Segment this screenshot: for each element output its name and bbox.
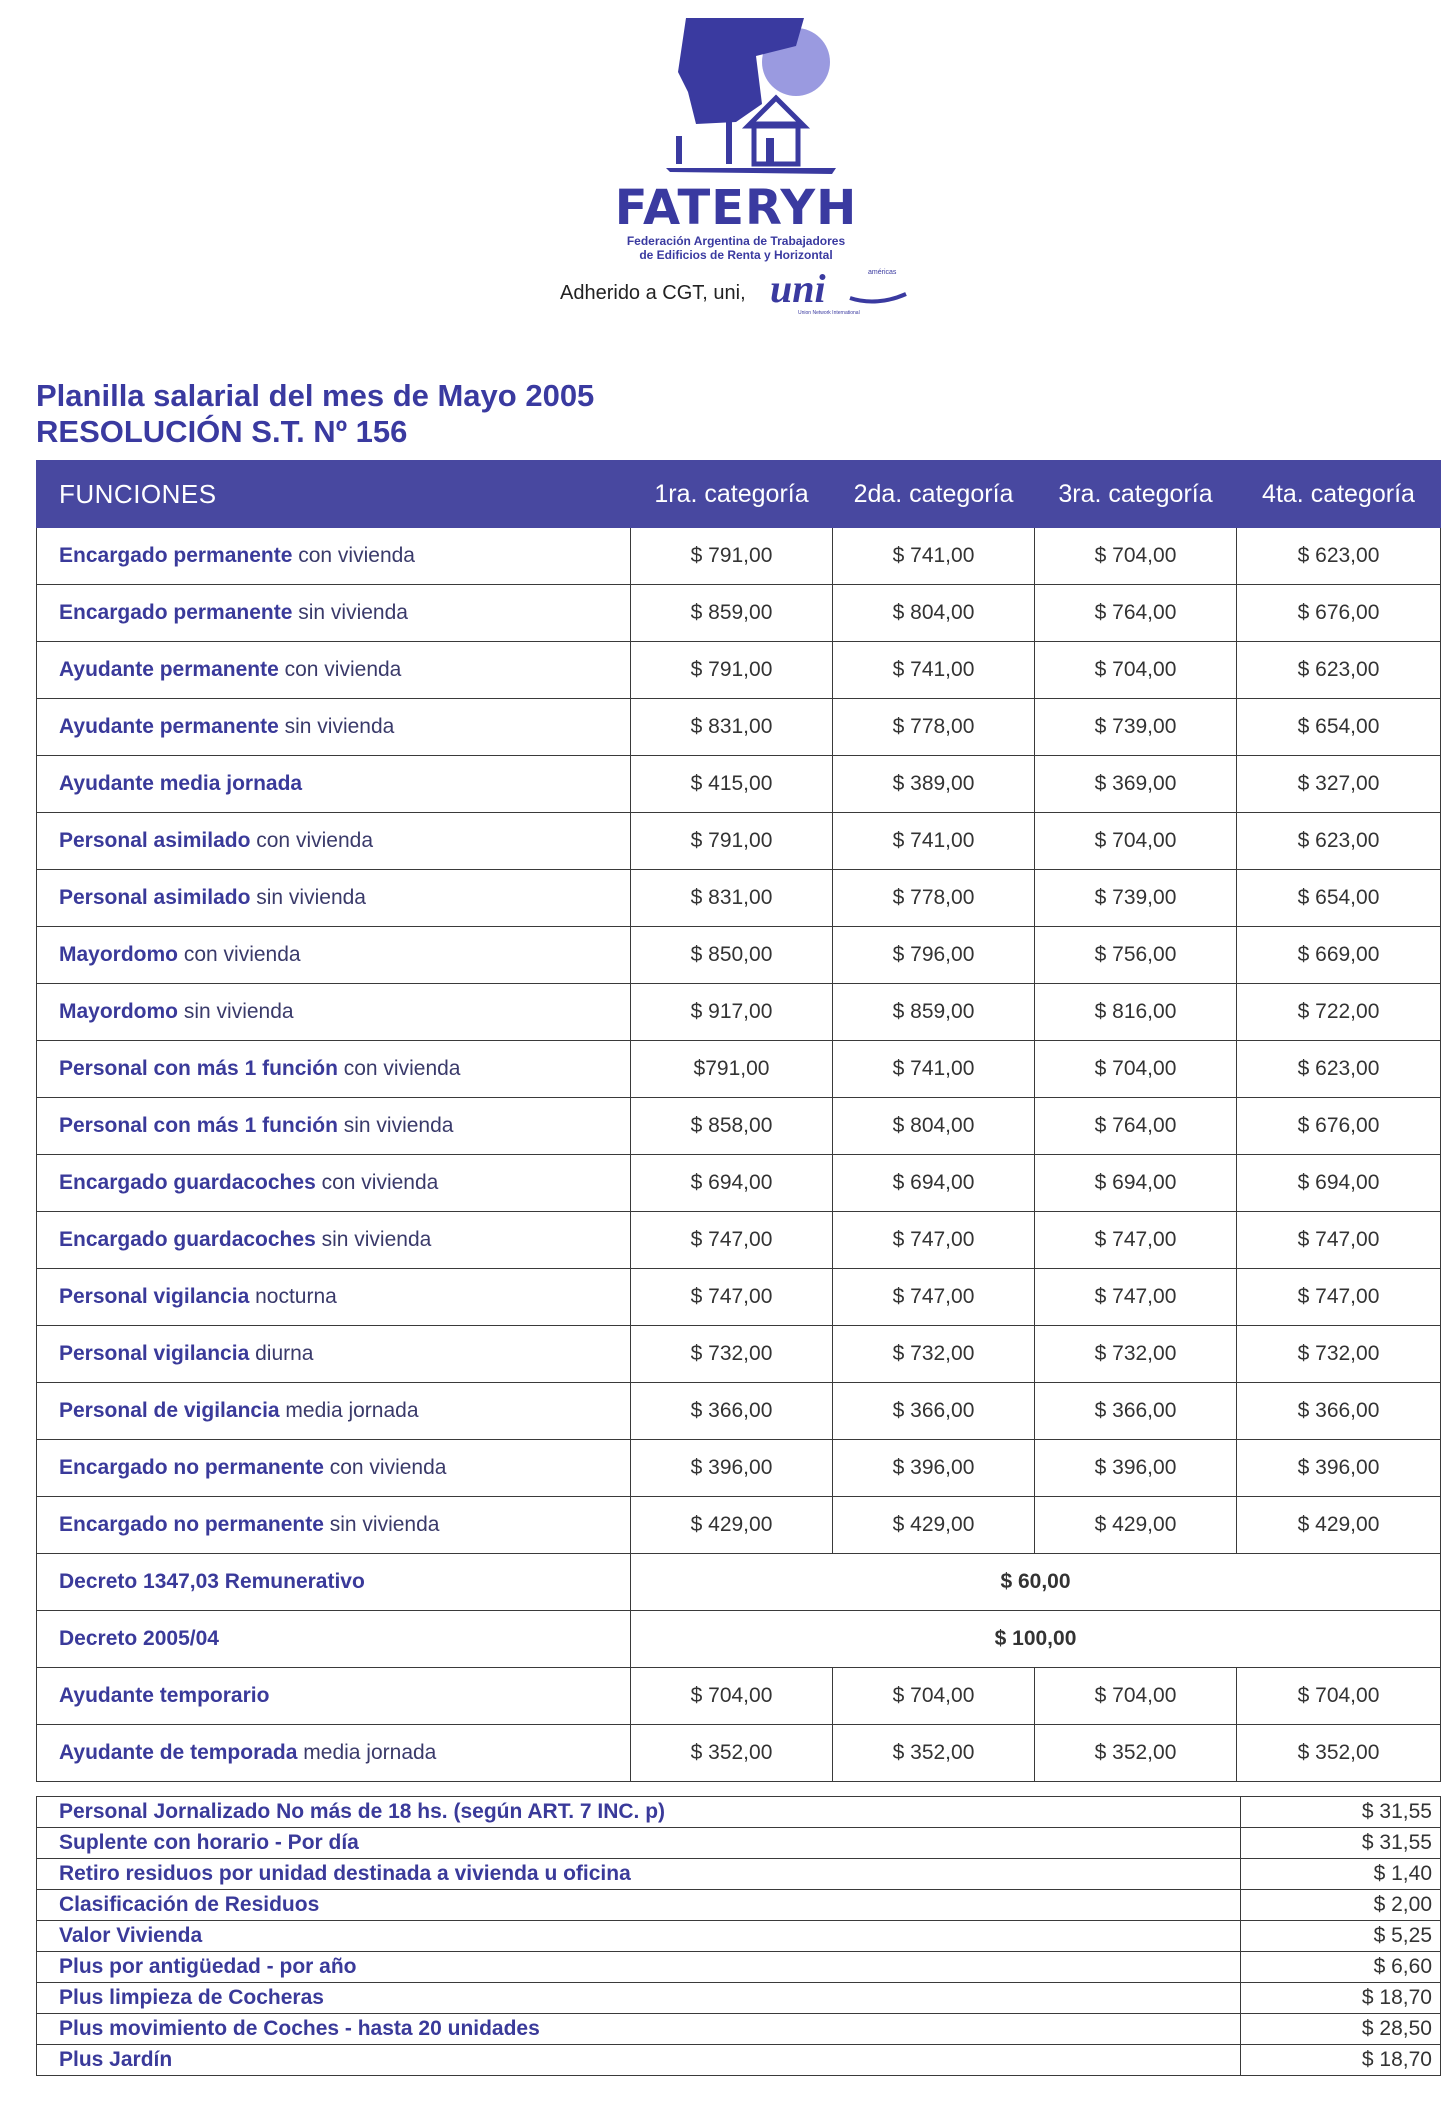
salary-value: $ 396,00 [833,1440,1035,1497]
salary-value: $ 366,00 [1237,1383,1441,1440]
table-row [37,1041,1441,1098]
salary-value: $ 429,00 [1237,1497,1441,1554]
salary-value: $ 396,00 [1237,1440,1441,1497]
header-category: 1ra. categoría [631,461,833,528]
extra-value: $ 2,00 [1241,1890,1441,1921]
salary-value: $ 747,00 [833,1212,1035,1269]
extra-value: $ 28,50 [1241,2014,1441,2045]
salary-value: $ 704,00 [1035,1041,1237,1098]
extra-row [37,1983,1441,2014]
function-name: Encargado no permanente [59,1456,324,1479]
function-name: Personal con más 1 función [59,1057,338,1080]
salary-value: $ 352,00 [1237,1725,1441,1782]
salary-value: $ 747,00 [631,1212,833,1269]
resolution-title: RESOLUCIÓN S.T. Nº 156 [36,414,408,449]
salary-value: $ 850,00 [631,927,833,984]
salary-value: $ 859,00 [833,984,1035,1041]
table-row [37,813,1441,870]
page-title: Planilla salarial del mes de Mayo 2005 [36,378,595,413]
salary-value: $ 831,00 [631,699,833,756]
function-qualifier: sin vivienda [323,1513,440,1536]
function-cell [37,1383,631,1440]
function-qualifier: sin vivienda [250,886,366,909]
salary-table-body [37,528,1441,1782]
function-name: Ayudante media jornada [59,772,303,795]
extra-label: Suplente con horario - Por día [37,1828,1241,1859]
salary-value: $ 756,00 [1035,927,1237,984]
salary-value: $ 747,00 [631,1269,833,1326]
salary-table [36,460,1441,1782]
extra-value: $ 5,25 [1241,1921,1441,1952]
salary-value: $ 739,00 [1035,870,1237,927]
function-qualifier: nocturna [249,1285,337,1308]
function-cell [37,1212,631,1269]
salary-value: $ 623,00 [1237,528,1441,585]
salary-value: $ 741,00 [833,1041,1035,1098]
salary-value: $791,00 [631,1041,833,1098]
function-name: Encargado guardacoches [59,1228,316,1251]
table-row [37,642,1441,699]
extra-label: Personal Jornalizado No más de 18 hs. (según ART. 7 INC. p) [37,1797,1241,1828]
salary-value: $ 694,00 [1035,1155,1237,1212]
salary-value: $ 676,00 [1237,585,1441,642]
table-row [37,699,1441,756]
function-name: Personal vigilancia [59,1285,250,1308]
decree-label-cell [37,1611,631,1668]
header-funciones: FUNCIONES [37,461,631,528]
function-name: Mayordomo [59,1000,179,1023]
salary-value: $ 654,00 [1237,699,1441,756]
salary-value: $ 389,00 [833,756,1035,813]
org-subtitle-line2: de Edificios de Renta y Horizontal [639,248,833,262]
salary-value: $ 429,00 [631,1497,833,1554]
decree-row [37,1554,1441,1611]
salary-value: $ 747,00 [1035,1212,1237,1269]
salary-value: $ 694,00 [833,1155,1035,1212]
header-category: 2da. categoría [833,461,1035,528]
salary-value: $ 741,00 [833,813,1035,870]
salary-value: $ 791,00 [631,813,833,870]
salary-value: $ 704,00 [1035,642,1237,699]
org-name: FATERYH [614,180,858,236]
function-name: Personal de vigilancia [59,1399,280,1422]
decree-label-cell [37,1554,631,1611]
extra-value: $ 18,70 [1241,1983,1441,2014]
table-header-row [37,461,1441,528]
function-name: Ayudante permanente [59,715,279,738]
decree-value: $ 100,00 [631,1611,1441,1668]
salary-value: $ 722,00 [1237,984,1441,1041]
salary-value: $ 396,00 [1035,1440,1237,1497]
table-row [37,1383,1441,1440]
salary-value: $ 831,00 [631,870,833,927]
salary-value: $ 816,00 [1035,984,1237,1041]
extras-table-body [37,1797,1441,2076]
function-qualifier: con vivienda [315,1171,439,1194]
function-name: Personal vigilancia [59,1342,250,1365]
salary-value: $ 704,00 [1237,1668,1441,1725]
function-name: Ayudante de temporada [59,1741,298,1764]
table-row [37,1155,1441,1212]
extra-row [37,1797,1441,1828]
function-qualifier: diurna [249,1342,314,1365]
table-row [37,927,1441,984]
salary-value: $ 732,00 [631,1326,833,1383]
salary-value: $ 366,00 [1035,1383,1237,1440]
salary-value: $ 917,00 [631,984,833,1041]
table-row [37,1098,1441,1155]
extra-value: $ 31,55 [1241,1828,1441,1859]
salary-value: $ 669,00 [1237,927,1441,984]
header-category: 4ta. categoría [1237,461,1441,528]
uni-logo-bottom-text: Union Network International [798,310,860,316]
salary-value: $ 739,00 [1035,699,1237,756]
salary-value: $ 732,00 [833,1326,1035,1383]
uni-logo-icon [758,264,912,316]
salary-value: $ 429,00 [1035,1497,1237,1554]
salary-value: $ 654,00 [1237,870,1441,927]
table-row [37,1269,1441,1326]
function-qualifier: sin vivienda [315,1228,432,1251]
salary-value: $ 694,00 [1237,1155,1441,1212]
function-name: Encargado permanente [59,601,293,624]
salary-value: $ 369,00 [1035,756,1237,813]
extra-row [37,1952,1441,1983]
function-cell [37,1269,631,1326]
function-cell [37,984,631,1041]
affiliation-text: Adherido a CGT, uni, [560,282,746,304]
function-cell [37,813,631,870]
table-row [37,1725,1441,1782]
function-name: Encargado no permanente [59,1513,324,1536]
decree-row [37,1611,1441,1668]
salary-value: $ 623,00 [1237,1041,1441,1098]
salary-value: $ 791,00 [631,642,833,699]
salary-value: $ 747,00 [1237,1269,1441,1326]
salary-value: $ 764,00 [1035,1098,1237,1155]
function-name: Encargado permanente [59,544,293,567]
table-row [37,870,1441,927]
extra-row [37,1859,1441,1890]
letterhead [0,0,1456,340]
function-qualifier: con vivienda [337,1057,461,1080]
function-name: Personal asimilado [59,886,251,909]
extras-table [36,1796,1441,2076]
function-name: Ayudante temporario [59,1684,270,1707]
salary-value: $ 704,00 [833,1668,1035,1725]
salary-value: $ 778,00 [833,870,1035,927]
extra-label: Plus movimiento de Coches - hasta 20 unidades [37,2014,1241,2045]
uni-logo-text: uni [770,266,826,311]
table-row [37,1668,1441,1725]
salary-value: $ 804,00 [833,585,1035,642]
extra-label: Valor Vivienda [37,1921,1241,1952]
function-qualifier: con vivienda [278,658,402,681]
salary-value: $ 352,00 [1035,1725,1237,1782]
function-cell [37,1041,631,1098]
org-subtitle-line1: Federación Argentina de Trabajadores [626,234,846,248]
salary-value: $ 415,00 [631,756,833,813]
extra-label: Plus limpieza de Cocheras [37,1983,1241,2014]
extra-value: $ 6,60 [1241,1952,1441,1983]
function-cell [37,1155,631,1212]
extra-value: $ 18,70 [1241,2045,1441,2076]
function-name: Mayordomo [59,943,179,966]
salary-value: $ 732,00 [1035,1326,1237,1383]
function-qualifier: con vivienda [292,544,415,567]
table-row [37,528,1441,585]
function-qualifier: media jornada [279,1399,419,1422]
function-cell [37,699,631,756]
table-row [37,1497,1441,1554]
salary-value: $ 858,00 [631,1098,833,1155]
table-row [37,756,1441,813]
extra-row [37,2045,1441,2076]
salary-value: $ 747,00 [1237,1212,1441,1269]
function-cell [37,756,631,813]
extra-row [37,1828,1441,1859]
extra-row [37,1921,1441,1952]
extra-value: $ 1,40 [1241,1859,1441,1890]
function-qualifier: sin vivienda [337,1114,454,1137]
function-qualifier: con vivienda [323,1456,447,1479]
function-cell [37,642,631,699]
salary-value: $ 747,00 [833,1269,1035,1326]
salary-value: $ 327,00 [1237,756,1441,813]
decree-label: Decreto 1347,03 Remunerativo [59,1570,365,1593]
extra-row [37,2014,1441,2045]
salary-value: $ 694,00 [631,1155,833,1212]
salary-value: $ 859,00 [631,585,833,642]
salary-value: $ 732,00 [1237,1326,1441,1383]
function-qualifier: sin vivienda [292,601,408,624]
function-name: Personal asimilado [59,829,251,852]
salary-value: $ 704,00 [631,1668,833,1725]
function-cell [37,870,631,927]
salary-value: $ 623,00 [1237,813,1441,870]
function-cell [37,528,631,585]
function-cell [37,1440,631,1497]
salary-value: $ 704,00 [1035,528,1237,585]
salary-value: $ 396,00 [631,1440,833,1497]
header-category: 3ra. categoría [1035,461,1237,528]
function-name: Ayudante permanente [59,658,279,681]
salary-value: $ 623,00 [1237,642,1441,699]
extra-row [37,1890,1441,1921]
org-subtitle [586,234,886,262]
salary-value: $ 704,00 [1035,1668,1237,1725]
function-cell [37,1725,631,1782]
salary-value: $ 352,00 [631,1725,833,1782]
salary-value: $ 791,00 [631,528,833,585]
salary-value: $ 796,00 [833,927,1035,984]
function-qualifier: con vivienda [250,829,373,852]
function-cell [37,1098,631,1155]
extra-label: Retiro residuos por unidad destinada a vivienda u oficina [37,1859,1241,1890]
function-cell [37,1668,631,1725]
function-cell [37,927,631,984]
salary-value: $ 704,00 [1035,813,1237,870]
extra-value: $ 31,55 [1241,1797,1441,1828]
salary-value: $ 747,00 [1035,1269,1237,1326]
function-qualifier: sin vivienda [278,715,395,738]
salary-value: $ 741,00 [833,642,1035,699]
function-qualifier: sin vivienda [178,1000,294,1023]
salary-value: $ 366,00 [833,1383,1035,1440]
extra-label: Plus Jardín [37,2045,1241,2076]
decree-label: Decreto 2005/04 [59,1627,219,1650]
function-name: Personal con más 1 función [59,1114,338,1137]
function-cell [37,1326,631,1383]
salary-value: $ 741,00 [833,528,1035,585]
salary-value: $ 764,00 [1035,585,1237,642]
function-cell [37,1497,631,1554]
salary-value: $ 352,00 [833,1725,1035,1782]
salary-value: $ 366,00 [631,1383,833,1440]
salary-value: $ 804,00 [833,1098,1035,1155]
function-qualifier: media jornada [297,1741,437,1764]
table-row [37,1440,1441,1497]
function-qualifier: con vivienda [178,943,301,966]
function-name: Encargado guardacoches [59,1171,316,1194]
salary-value: $ 676,00 [1237,1098,1441,1155]
decree-value: $ 60,00 [631,1554,1441,1611]
table-row [37,1326,1441,1383]
table-row [37,585,1441,642]
salary-value: $ 429,00 [833,1497,1035,1554]
salary-value: $ 778,00 [833,699,1035,756]
fateryh-logo-icon [636,12,856,192]
extra-label: Plus por antigüedad - por año [37,1952,1241,1983]
table-row [37,1212,1441,1269]
function-cell [37,585,631,642]
extra-label: Clasificación de Residuos [37,1890,1241,1921]
table-row [37,984,1441,1041]
uni-logo-top-text: américas [868,269,897,276]
